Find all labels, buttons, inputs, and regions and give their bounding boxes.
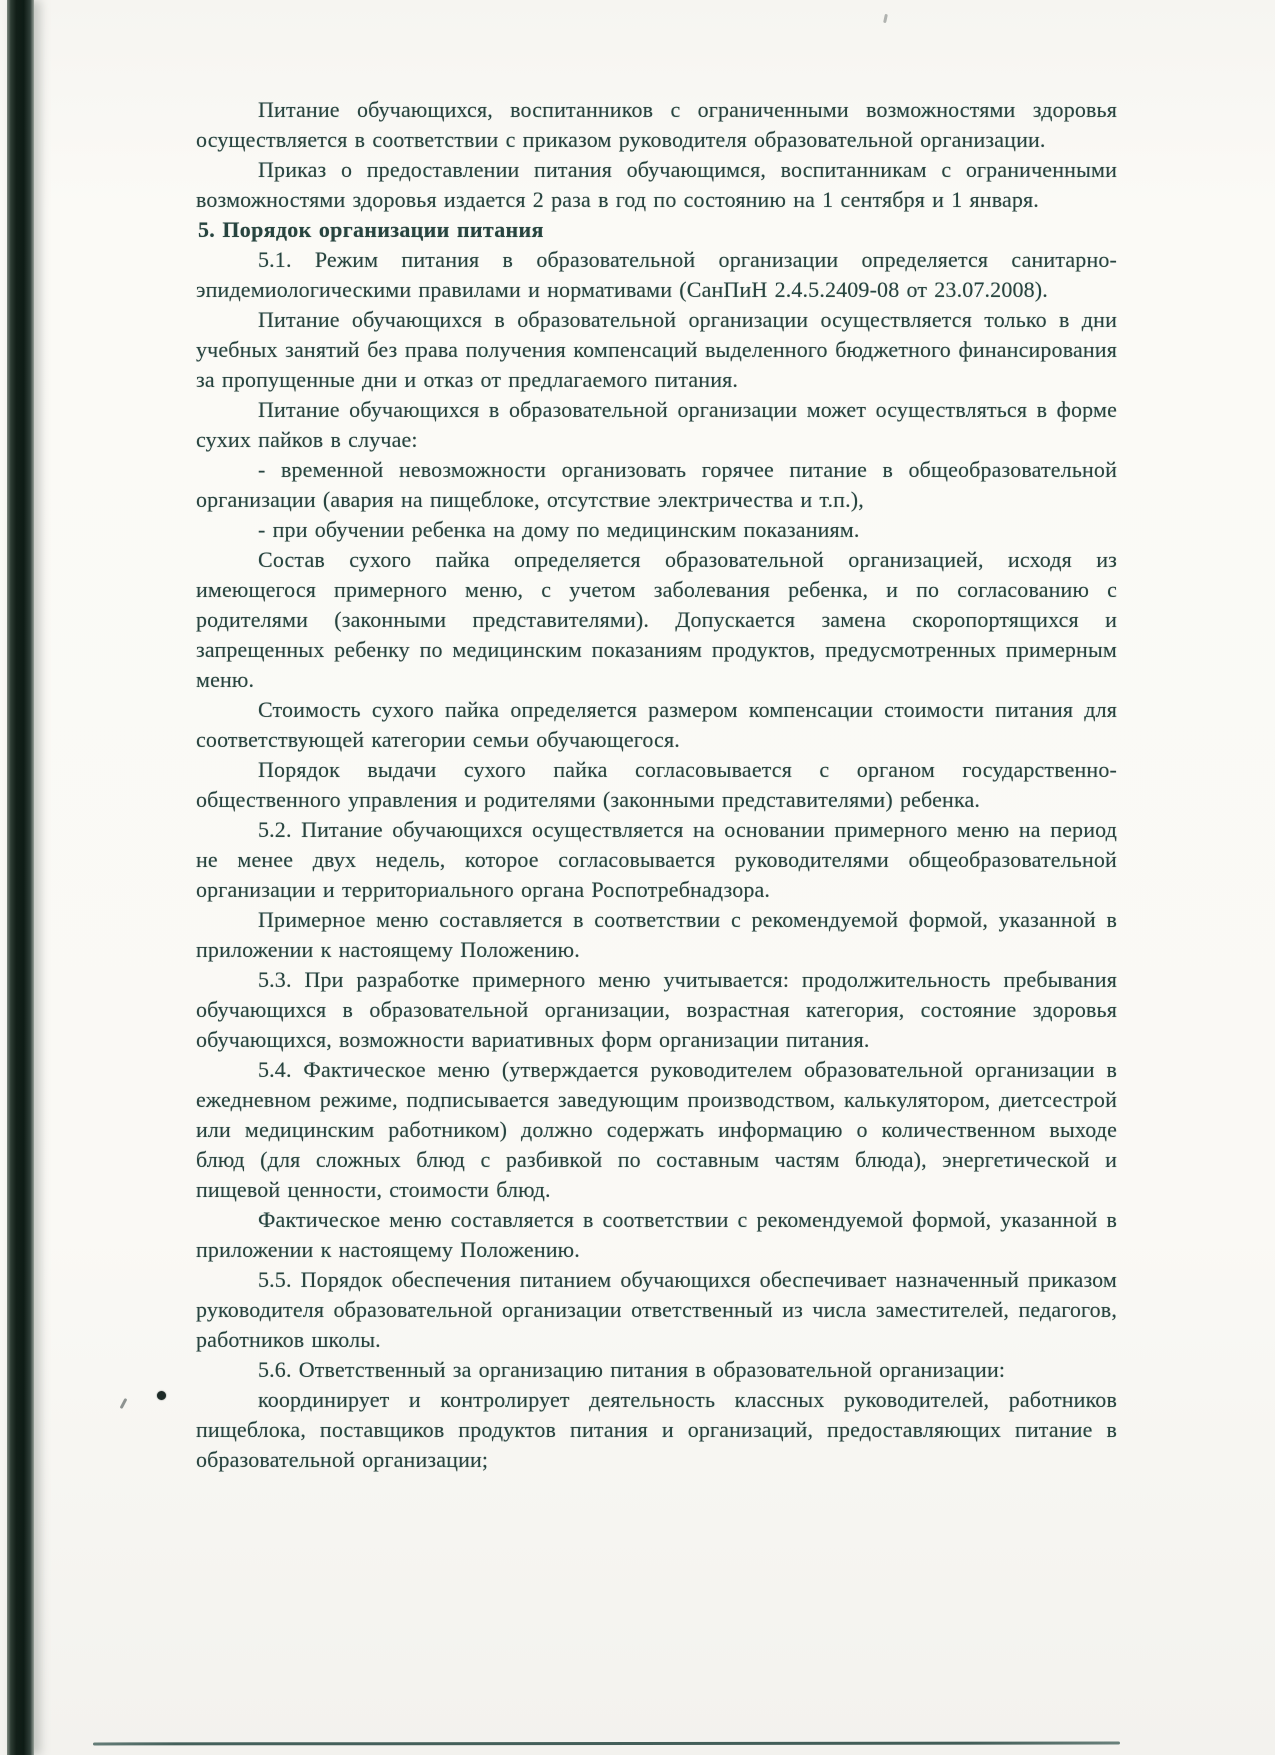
paragraph: координирует и контролирует деятельность классных руководителей, работников пищеблока, поставщиков продуктов питания и организаций, предоставляющих питание в образовательной организации; [196, 1387, 1117, 1472]
paragraph: Примерное меню составляется в соответствии с рекомендуемой формой, указанной в приложении к настоящему Положению. [196, 907, 1117, 962]
paragraph: Питание обучающихся в образовательной организации может осуществляться в форме сухих пайков в случае: [196, 397, 1117, 452]
paragraph: 5.3. При разработке примерного меню учитывается: продолжительность пребывания обучающихся в образовательной организации, возрастная категория, состояние здоровья обучающихся, возможности вариативных форм организации питания. [196, 967, 1117, 1052]
paragraph: Питание обучающихся в образовательной организации осуществляется только в дни учебных занятий без права получения компенсаций выделенного бюджетного финансирования за пропущенные дни и отказ от предлагаемого питания. [196, 307, 1117, 392]
paragraph: Порядок выдачи сухого пайка согласовывается с органом государственно-общественного управления и родителями (законными представителями) ребенка. [196, 757, 1117, 812]
paragraph: Фактическое меню составляется в соответствии с рекомендуемой формой, указанной в приложении к настоящему Положению. [196, 1207, 1117, 1262]
left-scan-edge-band [7, 0, 34, 1755]
paragraph: Стоимость сухого пайка определяется размером компенсации стоимости питания для соответствующей категории семьи обучающегося. [196, 697, 1117, 752]
paragraph: 5.5. Порядок обеспечения питанием обучающихся обеспечивает назначенный приказом руководителя образовательной организации ответственный из числа заместителей, педагогов, работников школы. [196, 1267, 1117, 1352]
margin-bullet-mark [157, 1391, 166, 1400]
paragraph: 5.1. Режим питания в образовательной организации определяется санитарно-эпидемиологическими правилами и нормативами (СанПиН 2.4.5.2409-08 от 23.07.2008). [196, 247, 1117, 302]
section-heading: 5. Порядок организации питания [198, 217, 544, 242]
paragraph: Питание обучающихся, воспитанников с ограниченными возможностями здоровья осуществляется в соответствии с приказом руководителя образовательной организации. [196, 97, 1117, 152]
paragraph: Приказ о предоставлении питания обучающимся, воспитанникам с ограниченными возможностями здоровья издается 2 раза в год по состоянию на 1 сентября и 1 января. [196, 157, 1117, 212]
paragraph: - при обучении ребенка на дому по медицинским показаниям. [258, 517, 860, 542]
paragraph: 5.4. Фактическое меню (утверждается руководителем образовательной организации в ежедневном режиме, подписывается заведующим производством, калькулятором, диетсестрой или медицинским работником) должно содержать информацию о количественном выходе блюд (для сложных блюд с разбивкой по составным частям блюда), энергетической и пищевой ценности, стоимости блюд. [196, 1057, 1117, 1202]
stray-pen-mark [120, 1398, 128, 1409]
scan-speck [883, 14, 888, 23]
document-body [196, 95, 1117, 1475]
paragraph: Состав сухого пайка определяется образовательной организацией, исходя из имеющегося примерного меню, с учетом заболевания ребенка, и по согласованию с родителями (законными представителями). Допускается замена скоропортящихся и запрещенных ребенку по медицинским показаниям продуктов, предусмотренных примерным меню. [196, 547, 1117, 692]
paragraph: 5.6. Ответственный за организацию питания в образовательной организации: [258, 1357, 1006, 1382]
bottom-scan-line [93, 1742, 1120, 1746]
paragraph: - временной невозможности организовать горячее питание в общеобразовательной организации (авария на пищеблоке, отсутствие электричества и т.п.), [196, 457, 1117, 512]
paragraph: 5.2. Питание обучающихся осуществляется на основании примерного меню на период не менее двух недель, которое согласовывается руководителями общеобразовательной организации и территориального органа Роспотребнадзора. [196, 817, 1117, 902]
